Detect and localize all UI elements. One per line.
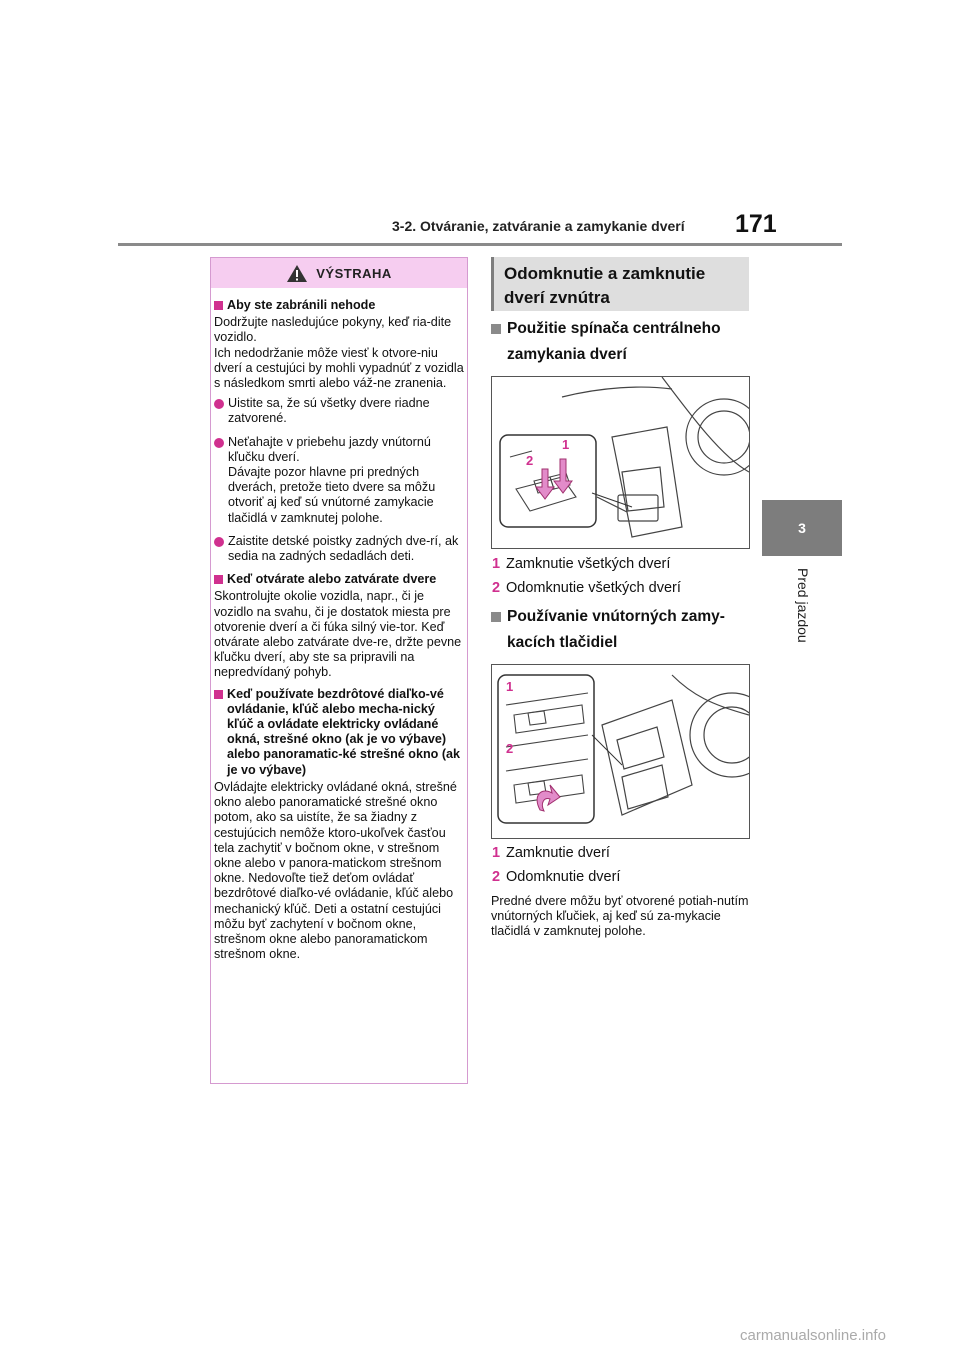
figure-label-2: 2 [506, 741, 514, 756]
square-bullet-icon [214, 690, 223, 699]
note-text: Predné dvere môžu byť otvorené potiah-nutím vnútorných kľučiek, aj keď sú za-mykacie tlačidlá v zamknutej polohe. [491, 894, 749, 939]
warning-body [214, 292, 464, 967]
door-lock-drawing [492, 665, 749, 838]
figure-label-2: 2 [526, 453, 534, 468]
watermark: carmanualsonline.info [740, 1327, 886, 1344]
illustration-lock-buttons [491, 664, 750, 839]
page-number: 171 [735, 210, 777, 238]
warning-subheading-2: Keď otvárate alebo zatvárate dvere [214, 572, 464, 587]
chapter-tab [762, 500, 842, 556]
warning-bullet-3: Zaistite detské poistky zadných dve-rí, ak sedia na zadných sedadlách deti. [214, 534, 464, 564]
chapter-title: Pred jazdou [795, 568, 811, 643]
warning-triangle-icon [286, 264, 308, 283]
warning-bullet-1: Uistite sa, že sú všetky dvere riadne zatvorené. [214, 396, 464, 426]
warning-text-3: Ovládajte elektricky ovládané okná, strešné okno alebo panoramatické strešné okno potom, ako sa uistíte, že sa žiadny z cestujúcich nemôže ktoro-ukoľvek časťou tela zachytiť v bočnom okne, v strešnom okne alebo v panora-matickom strešnom okne. Nedovoľte tiež deťom ovládať bezdrôtové diaľko-vé ovládanie, kľúč alebo mechanický kľúč. Deti a ostatní cestujúci môžu byť zachytení v bočnom okne, strešnom okne alebo panoramatickom strešnom okne. [214, 779, 457, 962]
list-item: 1 Zamknutie všetkých dverí [492, 556, 671, 572]
warning-bullet-2: Neťahajte v priebehu jazdy vnútornú kľučku dverí. Dávajte pozor hlavne pri predných dverách, pretože tieto dvere sa môžu otvoriť aj keď sú vnútorné zamykacie tlačidlá v zamknutej polohe. [214, 435, 464, 526]
warning-text-1: Dodržujte nasledujúce pokyny, keď ria-dite vozidlo. Ich nedodržanie môže viesť k otvore-niu dverí a cestujúci by mohli vypadnúť z vozidla s následkom smrti alebo váž-ne zranenia. [214, 315, 464, 391]
list-item: 1 Zamknutie dverí [492, 845, 610, 861]
list-item: 2 Odomknutie všetkých dverí [492, 580, 681, 596]
square-bullet-icon [214, 301, 223, 310]
section-breadcrumb: 3-2. Otváranie, zatváranie a zamykanie dverí [392, 218, 685, 234]
dashboard-switch-drawing [492, 377, 749, 548]
round-bullet-icon [214, 537, 224, 547]
warning-subheading-3: Keď používate bezdrôtové diaľko-vé ovládanie, kľúč alebo mecha-nický kľúč a ovládate elektricky ovládané okná, strešné okno (ak je vo výbave) alebo panoramatic-ké strešné okno (ak je vo výbave) [214, 687, 464, 778]
square-bullet-icon [491, 324, 501, 334]
round-bullet-icon [214, 399, 224, 409]
square-bullet-icon [491, 612, 501, 622]
figure-label-1: 1 [506, 679, 514, 694]
warning-title: VÝSTRAHA [316, 265, 392, 281]
header-rule [118, 243, 842, 246]
subsection-title-1: Použitie spínača centrálneho zamykania dverí [491, 316, 751, 368]
warning-text-2: Skontrolujte okolie vozidla, napr., či je vozidlo na svahu, či je dostatok miesta pre otvorenie dverí a či fúka silný vie-tor. Keď otvárate alebo zatvárate dve-re, držte pevne kľučku dverí, aby ste sa pripravili na nepredvídaný pohyb. [214, 589, 462, 680]
warning-subheading-1: Aby ste zabránili nehode [214, 298, 464, 313]
figure-label-1: 1 [562, 437, 570, 452]
warning-header [211, 258, 467, 288]
section-title: Odomknutie a zamknutie dverí zvnútra [491, 257, 749, 311]
chapter-number: 3 [798, 520, 806, 536]
square-bullet-icon [214, 575, 223, 584]
round-bullet-icon [214, 438, 224, 448]
subsection-title-2: Používanie vnútorných zamy-kacích tlačidiel [491, 604, 751, 656]
list-item: 2 Odomknutie dverí [492, 869, 621, 885]
illustration-central-lock-switch [491, 376, 750, 549]
